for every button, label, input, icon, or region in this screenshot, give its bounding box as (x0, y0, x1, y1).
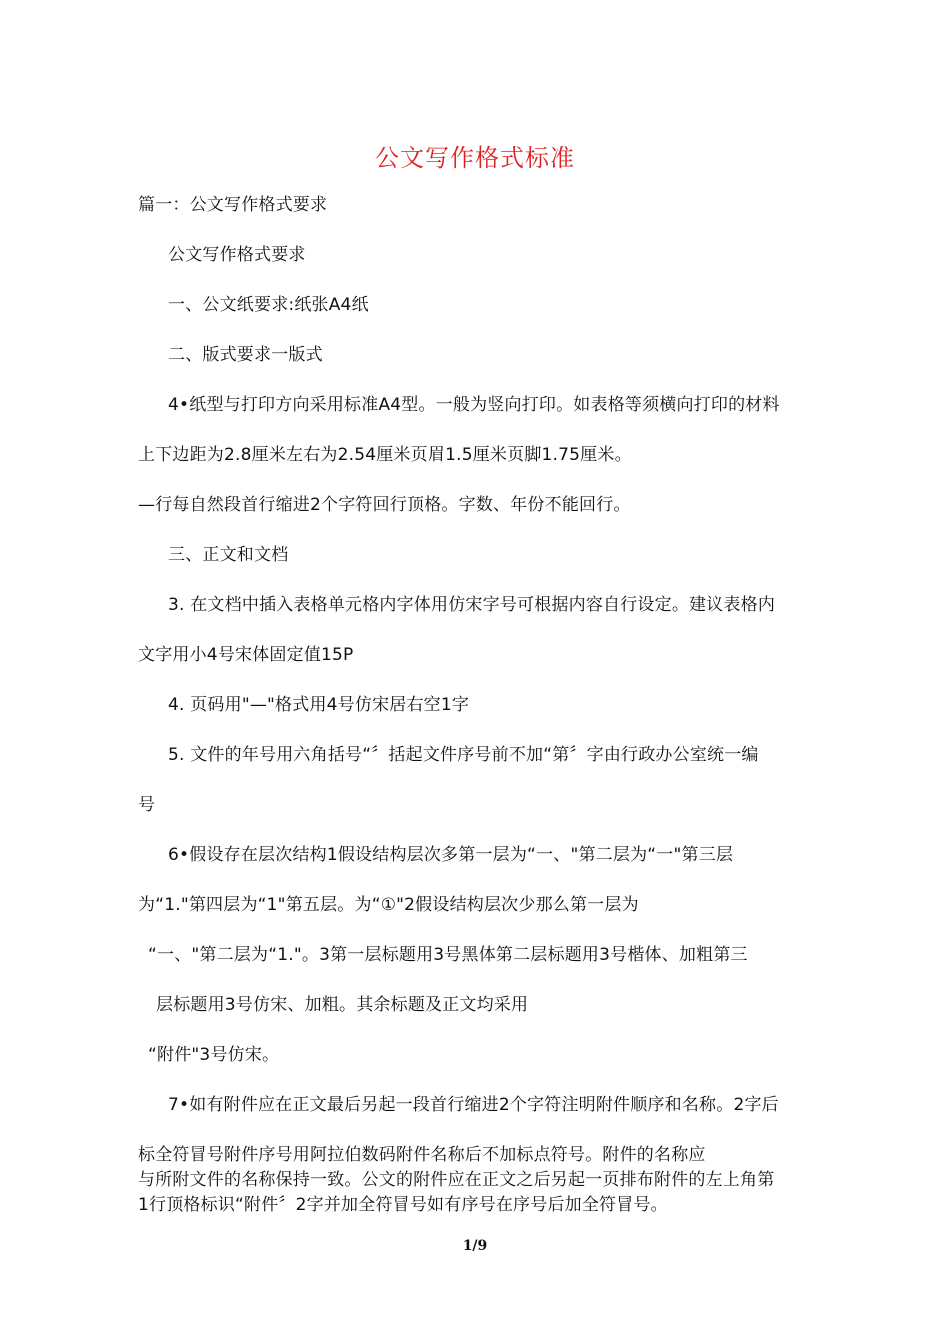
paragraph-line: 7•如有附件应在正文最后另起一段首行缩进2个字符注明附件顺序和名称。2字后 (168, 1095, 779, 1115)
paragraph-line: 文字用小4号宋体固定值15P (138, 645, 354, 665)
paragraph-line: 一、公文纸要求:纸张A4纸 (168, 295, 369, 315)
paragraph-line: —行每自然段首行缩进2个字符回行顶格。字数、年份不能回行。 (138, 495, 631, 515)
paragraph-line: 为“1."第四层为“1"第五层。为“①"2假设结构层次少那么第一层为 (138, 895, 639, 915)
paragraph-line: 标全符冒号附件序号用阿拉伯数码附件名称后不加标点符号。附件的名称应 (138, 1145, 706, 1165)
paragraph-line: 公文写作格式要求 (168, 245, 306, 265)
paragraph-line: 4•纸型与打印方向采用标准A4型。一般为竖向打印。如表格等须横向打印的材料 (168, 395, 780, 415)
paragraph-line: 上下边距为2.8厘米左右为2.54厘米页眉1.5厘米页脚1.75厘米。 (138, 445, 632, 465)
paragraph-line: 6•假设存在层次结构1假设结构层次多第一层为“一、"第二层为“一"第三层 (168, 845, 734, 865)
paragraph-line: “一、"第二层为“1."。3第一层标题用3号黑体第二层标题用3号楷体、加粗第三 (148, 945, 748, 965)
paragraph-line: 与所附文件的名称保持一致。公文的附件应在正文之后另起一页排布附件的左上角第 (138, 1170, 775, 1190)
paragraph-line: 号 (138, 795, 156, 815)
paragraph-line: 4. 页码用"—"格式用4号仿宋居右空1字 (168, 695, 470, 715)
section-heading: 篇一：公文写作格式要求 (138, 195, 328, 215)
page-number: 1/9 (462, 1238, 488, 1254)
paragraph-line: 三、正文和文档 (168, 545, 289, 565)
paragraph-line: 二、版式要求一版式 (168, 345, 323, 365)
document-title: 公文写作格式标准 (375, 144, 575, 172)
paragraph-line: “附件"3号仿宋。 (148, 1045, 280, 1065)
paragraph-line: 3. 在文档中插入表格单元格内字体用仿宋字号可根据内容自行设定。建议表格内 (168, 595, 776, 615)
paragraph-line: 5. 文件的年号用六角括号“〞括起文件序号前不加“第〞字由行政办公室统一编 (168, 745, 759, 765)
paragraph-line: 层标题用3号仿宋、加粗。其余标题及正文均采用 (156, 995, 529, 1015)
paragraph-line: 1行顶格标识“附件〞2字并加全符冒号如有序号在序号后加全符冒号。 (138, 1195, 668, 1215)
